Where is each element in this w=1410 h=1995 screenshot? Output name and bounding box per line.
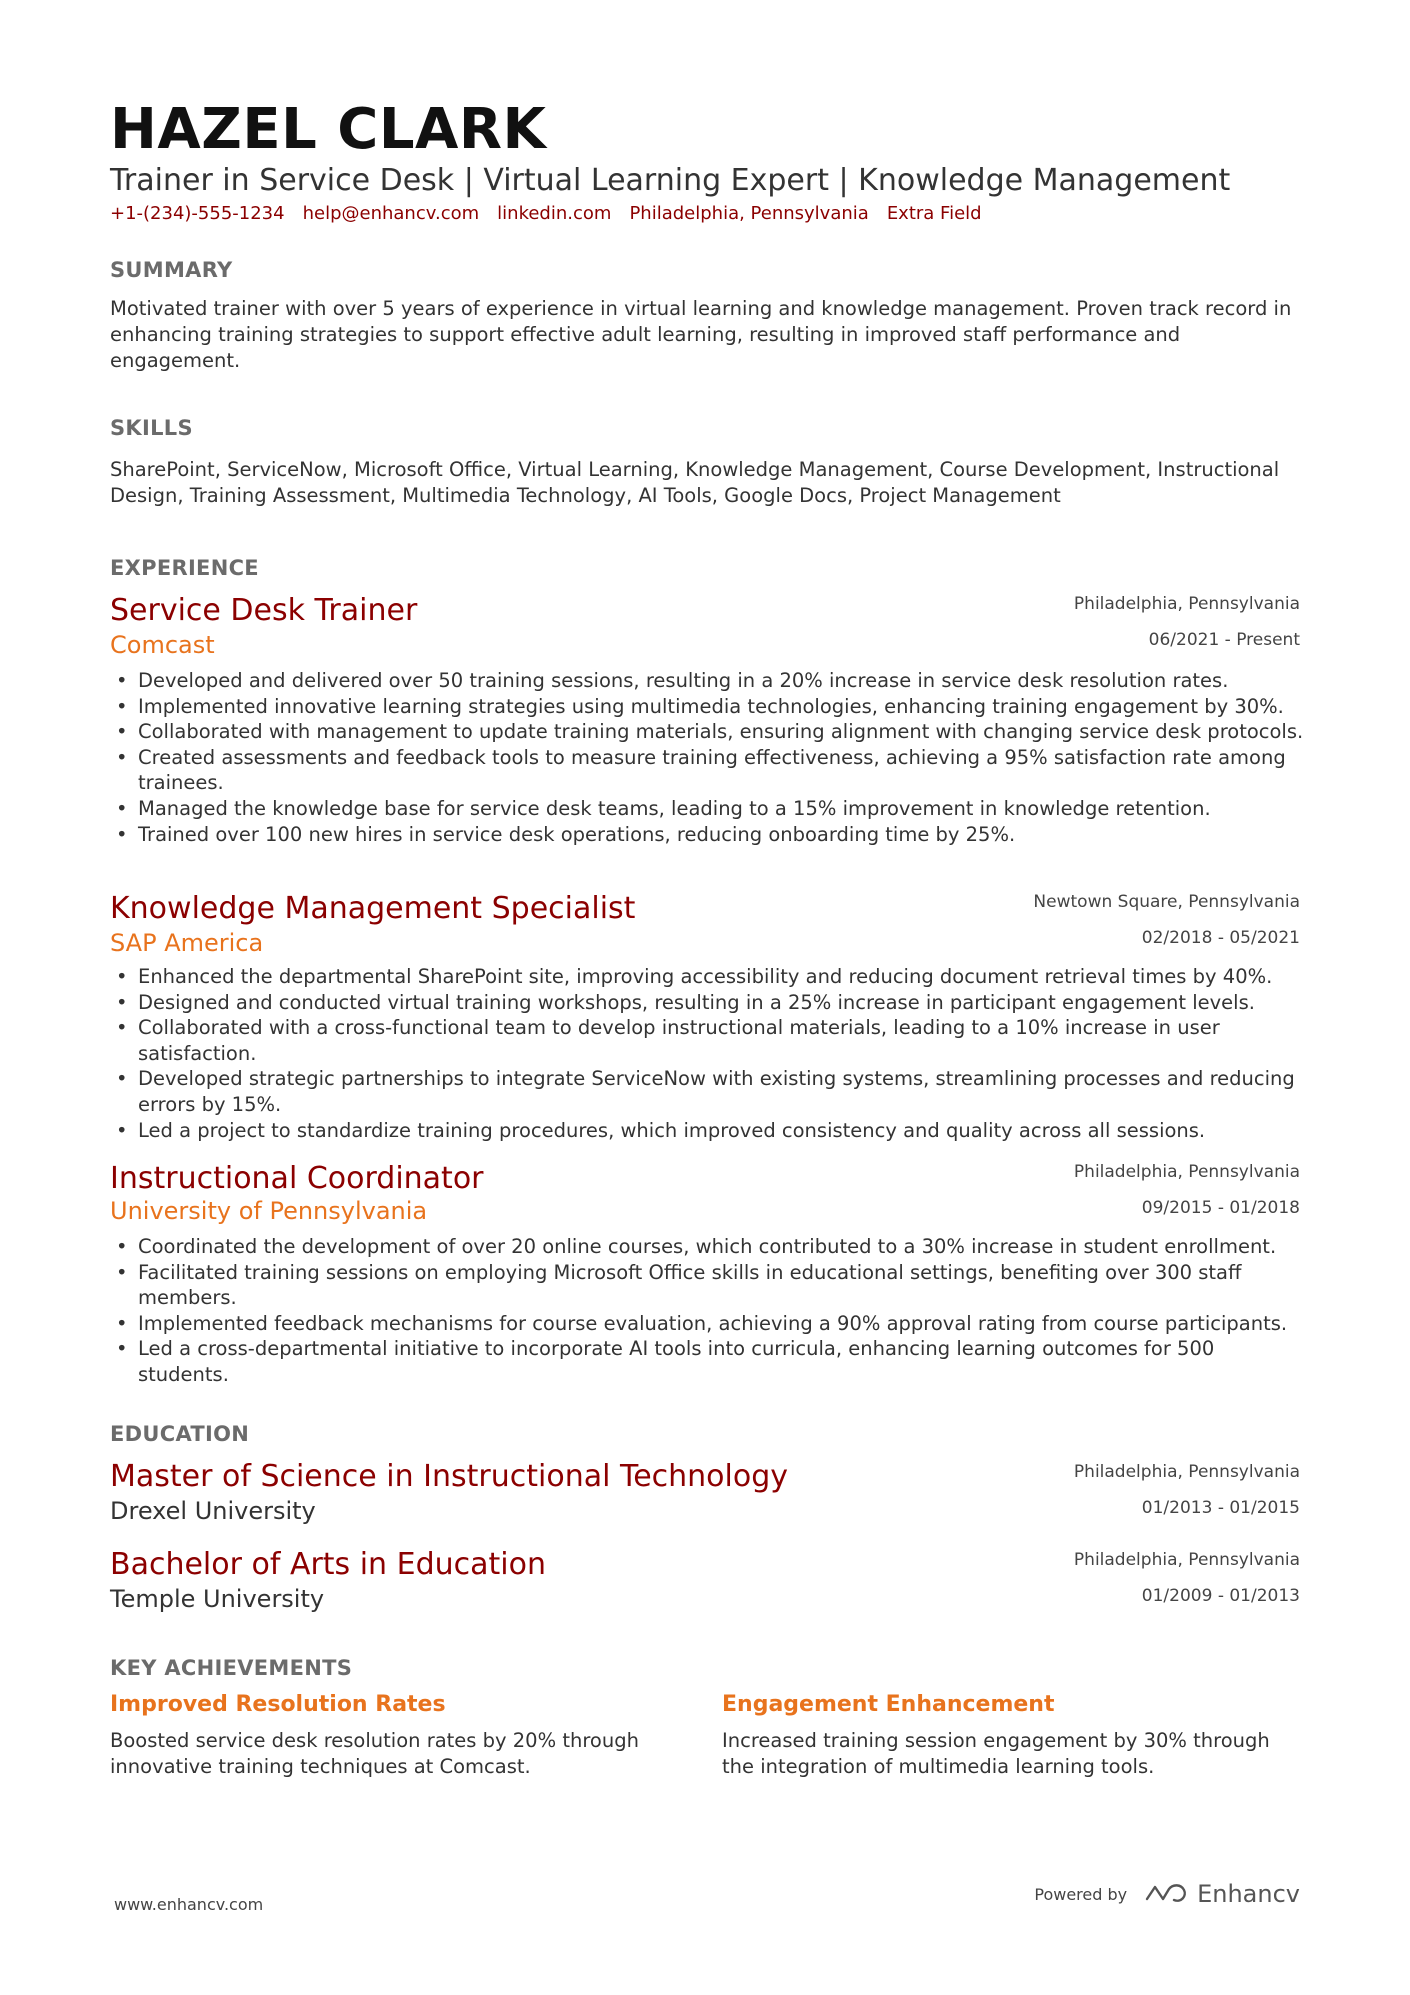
list-item: • Collaborated with management to update training materials, ensuring alignment with changing service desk protocols.: [110, 719, 1310, 745]
footer-branding: [1034, 1880, 1300, 1908]
job-title: Knowledge Management Specialist: [110, 891, 636, 926]
job-title: Service Desk Trainer: [110, 593, 418, 628]
job-company: University of Pennsylvania: [110, 1197, 428, 1225]
contact-location: Philadelphia, Pennsylvania: [629, 203, 869, 224]
enhancv-logo-icon: [1143, 1881, 1189, 1907]
powered-by-label: Powered by: [1034, 1884, 1128, 1904]
summary-text: Motivated trainer with over 5 years of experience in virtual learning and knowledge management. Proven track record in enhancing training strategies to support effective adult learning, resulting in improved staff performance and engagement.: [110, 297, 1292, 372]
job-location: Philadelphia, Pennsylvania: [1073, 1162, 1300, 1182]
contact-email[interactable]: help@enhancv.com: [302, 203, 480, 224]
education-heading: EDUCATION: [110, 1422, 250, 1446]
achievement-item: [722, 1690, 1292, 1780]
list-item: • Collaborated with a cross-functional team to develop instructional materials, leading to a 10% increase in user satisfaction.: [110, 1015, 1310, 1066]
candidate-name: HAZEL CLARK: [110, 97, 547, 162]
contact-extra: Extra Field: [886, 203, 982, 224]
contact-phone[interactable]: +1-(234)-555-1234: [110, 203, 285, 224]
list-item: • Led a project to standardize training procedures, which improved consistency and quality across all sessions.: [110, 1118, 1310, 1144]
list-item: • Trained over 100 new hires in service desk operations, reducing onboarding time by 25%.: [110, 822, 1310, 848]
achievement-title: Engagement Enhancement: [722, 1692, 1055, 1717]
candidate-headline: Trainer in Service Desk | Virtual Learning Expert | Knowledge Management: [110, 163, 1231, 198]
education-degree: Bachelor of Arts in Education: [110, 1547, 546, 1582]
achievements-heading: KEY ACHIEVEMENTS: [110, 1656, 353, 1680]
education-school: Temple University: [110, 1585, 325, 1613]
job-company: SAP America: [110, 929, 264, 957]
list-item: • Facilitated training sessions on employing Microsoft Office skills in educational settings, benefiting over 300 staff members.: [110, 1260, 1310, 1311]
education-dates: 01/2013 - 01/2015: [1141, 1498, 1300, 1518]
list-item: • Developed strategic partnerships to integrate ServiceNow with existing systems, streamlining processes and reducing errors by 15%.: [110, 1066, 1310, 1117]
achievement-desc: Boosted service desk resolution rates by 20% through innovative training techniques at Comcast.: [110, 1729, 639, 1778]
education-dates: 01/2009 - 01/2013: [1141, 1586, 1300, 1606]
experience-heading: EXPERIENCE: [110, 556, 259, 580]
brand-logo[interactable]: [1143, 1880, 1300, 1908]
skills-heading: SKILLS: [110, 416, 193, 440]
job-bullets: [110, 1234, 1310, 1388]
list-item: • Managed the knowledge base for service desk teams, leading to a 15% improvement in knowledge retention.: [110, 796, 1310, 822]
skills-text: SharePoint, ServiceNow, Microsoft Office, Virtual Learning, Knowledge Management, Course Development, Instructional Design, Training Assessment, Multimedia Technology, AI Tools, Google Docs, Project Management: [110, 458, 1280, 507]
contact-linkedin[interactable]: linkedin.com: [497, 203, 612, 224]
job-bullets: [110, 668, 1310, 847]
footer-website[interactable]: www.enhancv.com: [114, 1895, 264, 1914]
list-item: • Implemented innovative learning strategies using multimedia technologies, enhancing training engagement by 30%.: [110, 694, 1310, 720]
summary-heading: SUMMARY: [110, 258, 233, 282]
job-dates: 09/2015 - 01/2018: [1141, 1198, 1300, 1218]
job-dates: 02/2018 - 05/2021: [1141, 928, 1300, 948]
job-title: Instructional Coordinator: [110, 1161, 484, 1196]
brand-name: Enhancv: [1197, 1880, 1300, 1908]
list-item: • Designed and conducted virtual training workshops, resulting in a 25% increase in participant engagement levels.: [110, 990, 1310, 1016]
list-item: • Created assessments and feedback tools to measure training effectiveness, achieving a 95% satisfaction rate among trainees.: [110, 745, 1310, 796]
list-item: • Led a cross-departmental initiative to incorporate AI tools into curricula, enhancing learning outcomes for 500 students.: [110, 1336, 1310, 1387]
job-bullets: [110, 964, 1310, 1143]
list-item: • Enhanced the departmental SharePoint site, improving accessibility and reducing document retrieval times by 40%.: [110, 964, 1310, 990]
education-location: Philadelphia, Pennsylvania: [1073, 1462, 1300, 1482]
achievement-desc: Increased training session engagement by 30% through the integration of multimedia learning tools.: [722, 1729, 1270, 1778]
education-degree: Master of Science in Instructional Technology: [110, 1459, 789, 1494]
list-item: • Implemented feedback mechanisms for course evaluation, achieving a 90% approval rating from course participants.: [110, 1311, 1310, 1337]
job-dates: 06/2021 - Present: [1148, 630, 1300, 650]
achievement-item: [110, 1690, 680, 1780]
list-item: • Coordinated the development of over 20 online courses, which contributed to a 30% increase in student enrollment.: [110, 1234, 1310, 1260]
job-location: Philadelphia, Pennsylvania: [1073, 594, 1300, 614]
achievement-title: Improved Resolution Rates: [110, 1692, 446, 1717]
contact-info: [110, 202, 982, 226]
job-company: Comcast: [110, 631, 215, 659]
list-item: • Developed and delivered over 50 training sessions, resulting in a 20% increase in service desk resolution rates.: [110, 668, 1310, 694]
education-location: Philadelphia, Pennsylvania: [1073, 1550, 1300, 1570]
job-location: Newtown Square, Pennsylvania: [1033, 892, 1300, 912]
education-school: Drexel University: [110, 1497, 316, 1525]
